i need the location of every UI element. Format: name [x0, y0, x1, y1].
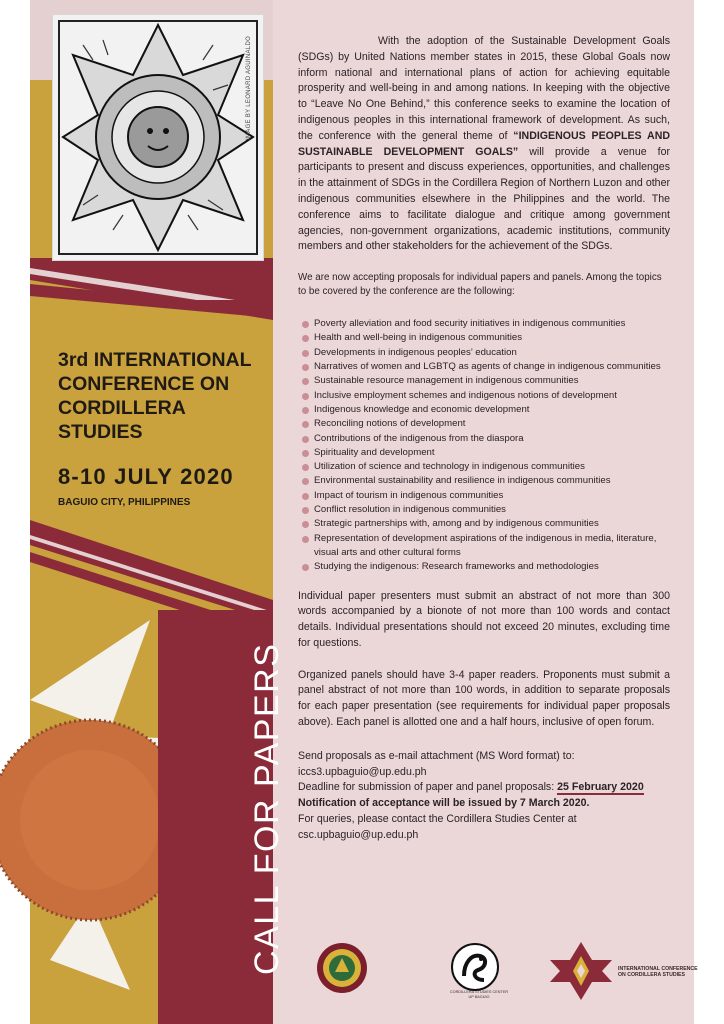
artwork-credit: IMAGE BY LEONARD AGUINALDO — [246, 35, 252, 140]
conference-dates: 8-10 JULY 2020 — [58, 464, 234, 489]
csc-logo — [450, 942, 500, 992]
list-item: Studying the indigenous: Research frameworks and methodologies — [298, 560, 670, 574]
bullet-icon — [302, 350, 309, 357]
intro-text: With the adoption of the Sustainable Development Goals (SDGs) by United Nations member states in 2015, these Global Goals now inform national and international plans of action for achieving equitable prosperity and well-being in and among nations. In keeping with the objective to “Leave No One Behind,” this conference seeks to examine the location of indigenous peoples in this international framework of development. As such, the conference with the general theme of — [298, 35, 670, 142]
iccs-logo-text: INTERNATIONAL CONFERENCE ON CORDILLERA STUDIES — [618, 966, 698, 978]
submission-email[interactable]: iccs3.upbaguio@up.edu.ph — [298, 765, 427, 778]
bullet-icon — [302, 364, 309, 371]
list-item: Narratives of women and LGBTQ as agents of change in indigenous communities — [298, 360, 670, 374]
individual-papers-paragraph: Individual paper presenters must submit an abstract of not more than 300 words accompanied by a bionote of not more than 100 words and contact details. Individual presentations should not exceed 20 minutes, excluding time for questions. — [298, 589, 670, 649]
list-item: Contributions of the indigenous from the diaspora — [298, 432, 670, 446]
artwork-image — [52, 14, 264, 261]
topics-list — [298, 317, 670, 574]
bullet-icon — [302, 493, 309, 500]
logos-row — [298, 936, 698, 1006]
bullet-icon — [302, 564, 309, 571]
list-item: Spirituality and development — [298, 446, 670, 460]
poster — [30, 0, 698, 1024]
list-item: Conflict resolution in indigenous communities — [298, 503, 670, 517]
queries-text: For queries, please contact the Cordillera Studies Center at — [298, 813, 577, 826]
list-item: Strategic partnerships with, among and by indigenous communities — [298, 517, 670, 531]
bullet-icon — [302, 421, 309, 428]
list-item: Utilization of science and technology in indigenous communities — [298, 460, 670, 474]
intro-paragraph — [298, 34, 670, 255]
csc-email[interactable]: csc.upbaguio@up.edu.ph — [298, 828, 419, 841]
bullet-icon — [302, 321, 309, 328]
intro-text-continued: will provide a venue for participants to present and discuss experiences, opportunities, and challenges in the attainment of SDGs in the Cordillera Region of Northern Luzon and other indigenous communities elsewhere in the Philippines and the world. The conference aims to facilitate dialogue and critique among government agencies, non-government organizations, academic institutions, community members and other stakeholders for the achievement of the SDGs. — [298, 145, 670, 253]
bullet-icon — [302, 536, 309, 543]
panels-paragraph: Organized panels should have 3-4 paper readers. Proponents must submit a panel abstract of not more than 100 words, in addition to separate proposals for each paper presentation (see requirements for individual paper proposals above). Each panel is allotted one and a half hours, inclusive of open forum. — [298, 668, 670, 729]
list-item: Impact of tourism in indigenous communities — [298, 489, 670, 503]
accepting-proposals-text: We are now accepting proposals for individual papers and panels. Among the topics to be covered by the conference are the following: — [298, 272, 662, 298]
bullet-icon — [302, 378, 309, 385]
list-item: Sustainable resource management in indigenous communities — [298, 374, 670, 388]
bullet-icon — [302, 478, 309, 485]
conference-theme: “INDIGENOUS PEOPLES AND SUSTAINABLE DEVELOPMENT GOALS” — [298, 129, 670, 158]
bullet-icon — [302, 507, 309, 514]
list-item: Developments in indigenous peoples’ education — [298, 346, 670, 360]
left-panel — [30, 0, 286, 1024]
deadline-label: Deadline for submission of paper and panel proposals: — [298, 781, 555, 794]
contact-block — [298, 749, 670, 844]
list-item: Representation of development aspirations of the indigenous in media, literature, visual arts and other cultural forms — [298, 532, 670, 561]
main-text — [298, 34, 670, 844]
send-proposals-text: Send proposals as e-mail attachment (MS Word format) to: — [298, 749, 575, 762]
conference-location: BAGUIO CITY, PHILIPPINES — [58, 497, 191, 508]
bullet-icon — [302, 464, 309, 471]
deadline-line — [298, 780, 670, 796]
deadline-date: 25 February 2020 — [557, 781, 644, 794]
list-item: Indigenous knowledge and economic development — [298, 403, 670, 417]
bullet-icon — [302, 407, 309, 414]
list-item: Inclusive employment schemes and indigenous notions of development — [298, 389, 670, 403]
list-item: Reconciling notions of development — [298, 417, 670, 431]
list-item: Poverty alleviation and food security initiatives in indigenous communities — [298, 317, 670, 331]
up-seal-logo — [316, 942, 368, 994]
bullet-icon — [302, 393, 309, 400]
bullet-icon — [302, 450, 309, 457]
notification-text: Notification of acceptance will be issued by 7 March 2020. — [298, 797, 590, 810]
conference-title: 3rd INTERNATIONAL CONFERENCE ON CORDILLERA STUDIES — [58, 349, 252, 443]
bullet-icon — [302, 521, 309, 528]
csc-logo-text: CORDILLERA STUDIES CENTER UP BAGUIO — [449, 990, 509, 999]
bullet-icon — [302, 436, 309, 443]
list-item: Health and well-being in indigenous communities — [298, 331, 670, 345]
iccs-star-logo — [548, 940, 614, 1002]
call-for-papers-heading: CALL FOR PAPERS — [248, 642, 286, 975]
list-item: Environmental sustainability and resilience in indigenous communities — [298, 474, 670, 488]
bullet-icon — [302, 335, 309, 342]
